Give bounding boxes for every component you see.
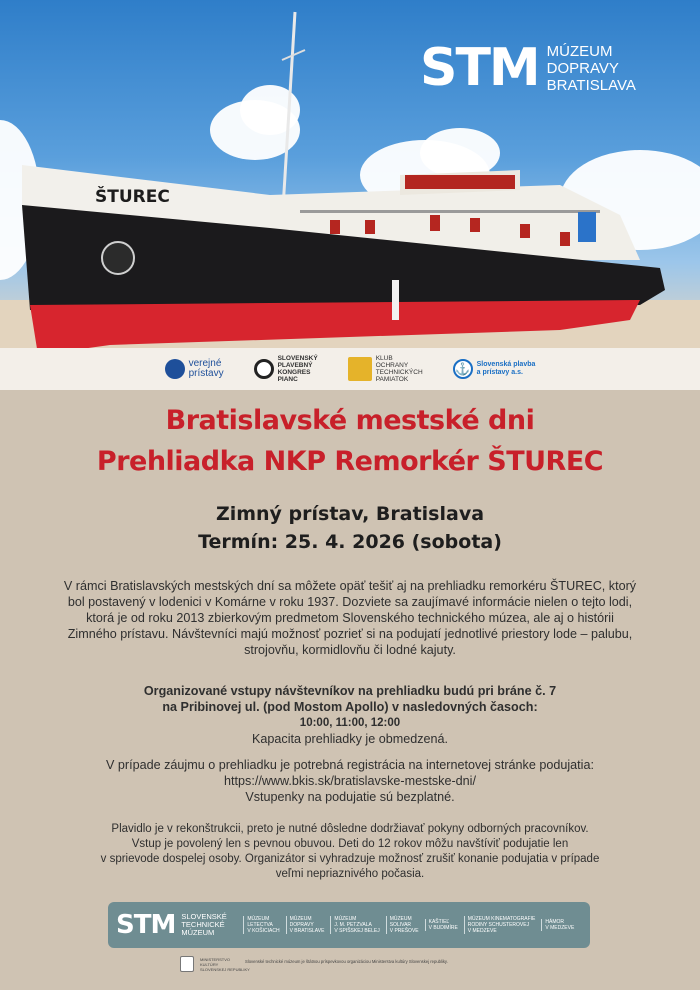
notice-section bbox=[60, 822, 640, 882]
notice-line1: Plavidlo je v rekonštrukcii, preto je nutné dôsledne dodržiavať pokyny odborných pracovníkov. bbox=[111, 823, 589, 835]
event-title-line2: Prehliadka NKP Remorkér ŠTUREC bbox=[96, 446, 604, 477]
registration-url[interactable]: https://www.bkis.sk/bratislavske-mestske-dni/ bbox=[224, 774, 476, 788]
partner-pianc: SLOVENSKÝ PLAVEBNÝ KONGRES PIANC bbox=[254, 355, 318, 383]
anchor-icon: ⚓ bbox=[453, 359, 473, 379]
stm-logo-mark: STM bbox=[420, 38, 539, 98]
footer-stm-logo: STM bbox=[116, 910, 176, 940]
partner-logos bbox=[0, 348, 700, 390]
ship-wheel-icon bbox=[254, 359, 274, 379]
partner-verejne-pristavy: verejné prístavy bbox=[165, 359, 224, 379]
entries-times: 10:00, 11:00, 12:00 bbox=[299, 717, 401, 729]
footer-museum-banner bbox=[108, 902, 590, 948]
footer-museum-name: SLOVENSKÉ TECHNICKÉ MÚZEUM bbox=[181, 912, 227, 937]
registration-line1: V prípade záujmu o prehliadku je potrebná registrácia na internetovej stránke podujatia: bbox=[106, 758, 594, 772]
partner-kotp: KLUB OCHRANY TECHNICKÝCH PAMIATOK bbox=[348, 355, 423, 383]
hero-banner bbox=[0, 0, 700, 350]
footer-branch: MÚZEUM KINEMATOGRAFIE RODINY SCHUSTEROVEJ V MEDZEVE bbox=[464, 916, 536, 934]
partner-spap: ⚓ Slovenská plavba a prístavy a.s. bbox=[453, 359, 536, 379]
entries-line1: Organizované vstupy návštevníkov na prehliadku budú pri bráne č. 7 bbox=[143, 684, 557, 698]
footer-branch: MÚZEUM SOLIVAR V PREŠOVE bbox=[386, 916, 419, 934]
ministry-logo: MINISTERSTVO KULTÚRY SLOVENSKEJ REPUBLIKY bbox=[180, 956, 250, 972]
coat-of-arms-icon bbox=[180, 956, 194, 972]
footer-fine-print: Slovenské technické múzeum je štátnou príspevkovou organizáciou Ministerstva kultúry Slovenskej republiky. bbox=[245, 959, 448, 964]
notice-line3: v sprievode dospelej osoby. Organizátor si vyhradzuje možnosť zrušiť konanie podujatia v prípade bbox=[100, 853, 600, 865]
notice-line2: Vstup je povolený len s pevnou obuvou. Deti do 12 rokov môžu navštíviť podujatie len bbox=[131, 838, 569, 850]
registration-section bbox=[60, 757, 640, 805]
event-date: Termín: 25. 4. 2026 (sobota) bbox=[198, 531, 502, 553]
registration-line3: Vstupenky na podujatie sú bezplatné. bbox=[245, 790, 455, 804]
ship-name-text: ŠTUREC bbox=[95, 187, 170, 207]
footer-branch: HÁMOR V MEDZEVE bbox=[541, 919, 574, 931]
footer-branch: MÚZEUM DOPRAVY V BRATISLAVE bbox=[286, 916, 325, 934]
kotp-logo bbox=[348, 357, 372, 381]
footer-branch: MÚZEUM J. M. PETZVALA V SPIŠSKEJ BELEJ bbox=[330, 916, 379, 934]
wave-icon bbox=[165, 359, 185, 379]
stm-logo-name: MÚZEUM DOPRAVY BRATISLAVA bbox=[546, 42, 636, 94]
intro-paragraph: V rámci Bratislavských mestských dní sa môžete opäť tešiť aj na prehliadku remorkéru ŠTUREC, ktorý bol postavený v lodenici v Komárne v roku 1937. Dozviete sa zaujímavé informácie nielen o tejto lodi, ktorá je od roku 2013 zbierkovým predmetom Slovenského technického múzea, ale aj o histórii Zimného prístavu. Návštevníci majú možnosť pozrieť si na podujatí jednotlivé priestory lode – palubu, strojovňu, kormidlovňu či lodné kajuty. bbox=[63, 579, 637, 657]
event-location: Zimný prístav, Bratislava bbox=[215, 503, 485, 525]
notice-line4: veľmi nepriaznivého počasia. bbox=[275, 868, 425, 880]
entries-section bbox=[60, 683, 640, 747]
entries-capacity: Kapacita prehliadky je obmedzená. bbox=[251, 732, 449, 746]
event-title-line1: Bratislavské mestské dni bbox=[165, 405, 535, 436]
footer-branch: MÚZEUM LETECTVA V KOŠICIACH bbox=[243, 916, 279, 934]
ship-illustration bbox=[0, 0, 700, 350]
footer-branch: KAŠTIEĽ V BUDIMÍRE bbox=[425, 919, 458, 931]
entries-line2: na Pribinovej ul. (pod Mostom Apollo) v nasledovných časoch: bbox=[162, 700, 538, 714]
